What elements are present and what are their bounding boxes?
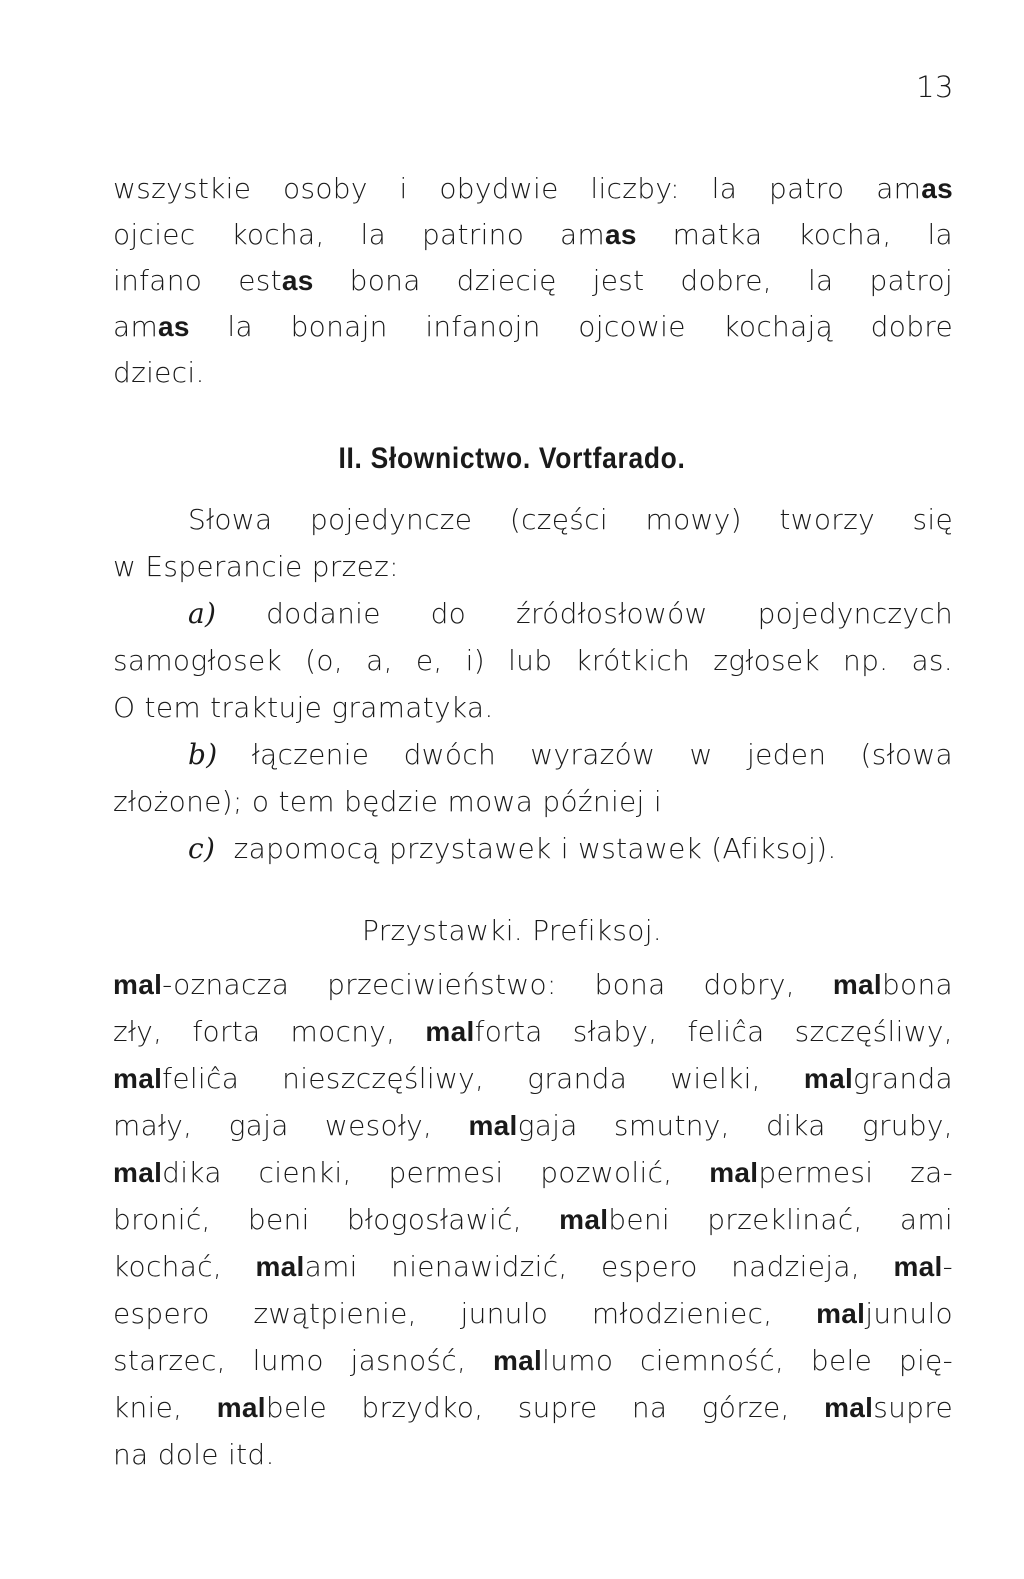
prefix-bold: mal <box>113 969 163 1000</box>
text-run: knie, <box>113 1391 217 1424</box>
ending-bold: as <box>281 265 314 296</box>
text-run: starzec, lumo jasność, <box>113 1344 493 1377</box>
text-line <box>113 304 953 350</box>
text-run: espero zwątpienie, junulo młodzieniec, <box>113 1297 817 1330</box>
ending-bold: as <box>605 219 637 250</box>
list-item-a <box>188 591 953 637</box>
text-run: junulo <box>865 1297 953 1330</box>
text-line <box>113 1197 953 1243</box>
prefix-bold: mal <box>832 969 882 1000</box>
text-run: bona dziecię jest dobre, la patroj <box>313 264 953 297</box>
text-run: - <box>942 1250 953 1283</box>
prefix-bold: mal <box>216 1392 266 1423</box>
text-line <box>113 1291 953 1337</box>
text-run: beni przeklinać, ami <box>608 1203 953 1236</box>
text-line: samogłosek (o, a, e, i) lub krótkich zgłosek np. as. <box>113 644 953 677</box>
prefix-bold: mal <box>113 1063 163 1094</box>
prefix-bold: mal <box>425 1016 475 1047</box>
text-run: wszystkie osoby i obydwie liczby: la patro am <box>113 172 922 205</box>
text-line <box>113 1338 953 1384</box>
prefix-bold: mal <box>559 1204 609 1235</box>
text-run: zły, forta mocny, <box>113 1015 426 1048</box>
text-run: permesi za- <box>758 1156 953 1189</box>
text-run: feliĉa nieszczęśliwy, granda wielki, <box>162 1062 804 1095</box>
text-line <box>113 166 953 212</box>
text-run: la bonajn infanojn ojcowie kochają dobre <box>189 310 953 343</box>
prefix-bold: mal <box>893 1251 943 1282</box>
text-line <box>113 1244 953 1290</box>
list-item-c <box>188 826 953 872</box>
text-line: dzieci. <box>113 356 205 389</box>
text-run: bronić, beni błogosławić, <box>113 1203 560 1236</box>
text-run: mały, gaja wesoły, <box>113 1109 469 1142</box>
subsection-heading: Przystawki. Prefiksoj. <box>362 914 662 947</box>
prefix-bold: mal <box>803 1063 854 1094</box>
text-run: am <box>113 310 159 343</box>
text-run: bele brzydko, supre na górze, <box>265 1391 825 1424</box>
text-line <box>113 258 953 304</box>
text-run: granda <box>853 1062 953 1095</box>
text-line <box>113 212 953 258</box>
list-marker: a) <box>188 597 217 630</box>
text-run: ojciec kocha, la patrino am <box>113 218 606 251</box>
text-line: na dole itd. <box>113 1438 275 1471</box>
prefix-bold: mal <box>468 1110 518 1141</box>
text-line <box>113 1150 953 1196</box>
text-line: O tem traktuje gramatyka. <box>113 691 494 724</box>
list-item-b <box>188 732 953 778</box>
text-run: łączenie dwóch wyrazów w jeden (słowa <box>251 738 953 771</box>
text-line <box>113 1009 953 1055</box>
text-line <box>113 1056 953 1102</box>
page-number: 13 <box>916 70 954 104</box>
prefix-bold: mal <box>492 1345 543 1376</box>
prefix-bold: mal <box>824 1392 874 1423</box>
text-run: infano est <box>113 264 282 297</box>
text-line <box>113 962 953 1008</box>
text-run: gaja smutny, dika gruby, <box>517 1109 953 1142</box>
text-run: ami nienawidzić, espero nadzieja, <box>304 1250 894 1283</box>
section-heading: II. Słownictwo. Vortfarado. <box>338 442 686 475</box>
text-line: Słowa pojedyncze (części mowy) tworzy się <box>188 503 953 536</box>
text-run: zapomocą przystawek i wstawek (Afiksoj). <box>233 832 837 865</box>
text-line <box>113 1385 953 1431</box>
text-run: forta słaby, feliĉa szczęśliwy, <box>474 1015 953 1048</box>
text-run: matka kocha, la <box>636 218 953 251</box>
text-run: dika cienki, permesi pozwolić, <box>162 1156 710 1189</box>
text-run: bona <box>881 968 953 1001</box>
list-marker: c) <box>188 832 216 865</box>
text-run: dodanie do źródłosłowów pojedynczych <box>266 597 954 630</box>
prefix-bold: mal <box>255 1251 305 1282</box>
text-run: lumo ciemność, bele pię- <box>542 1344 953 1377</box>
ending-bold: as <box>921 173 953 204</box>
prefix-bold: mal <box>113 1157 163 1188</box>
prefix-bold: mal <box>709 1157 759 1188</box>
list-marker: b) <box>188 738 218 771</box>
text-run: kochać, <box>113 1250 256 1283</box>
text-line: w Esperancie przez: <box>113 550 399 583</box>
text-run: supre <box>873 1391 953 1424</box>
text-line <box>113 1103 953 1149</box>
ending-bold: as <box>158 311 190 342</box>
text-line: złożone); o tem będzie mowa później i <box>113 785 662 818</box>
prefix-bold: mal <box>816 1298 866 1329</box>
text-run: -oznacza przeciwieństwo: bona dobry, <box>162 968 833 1001</box>
